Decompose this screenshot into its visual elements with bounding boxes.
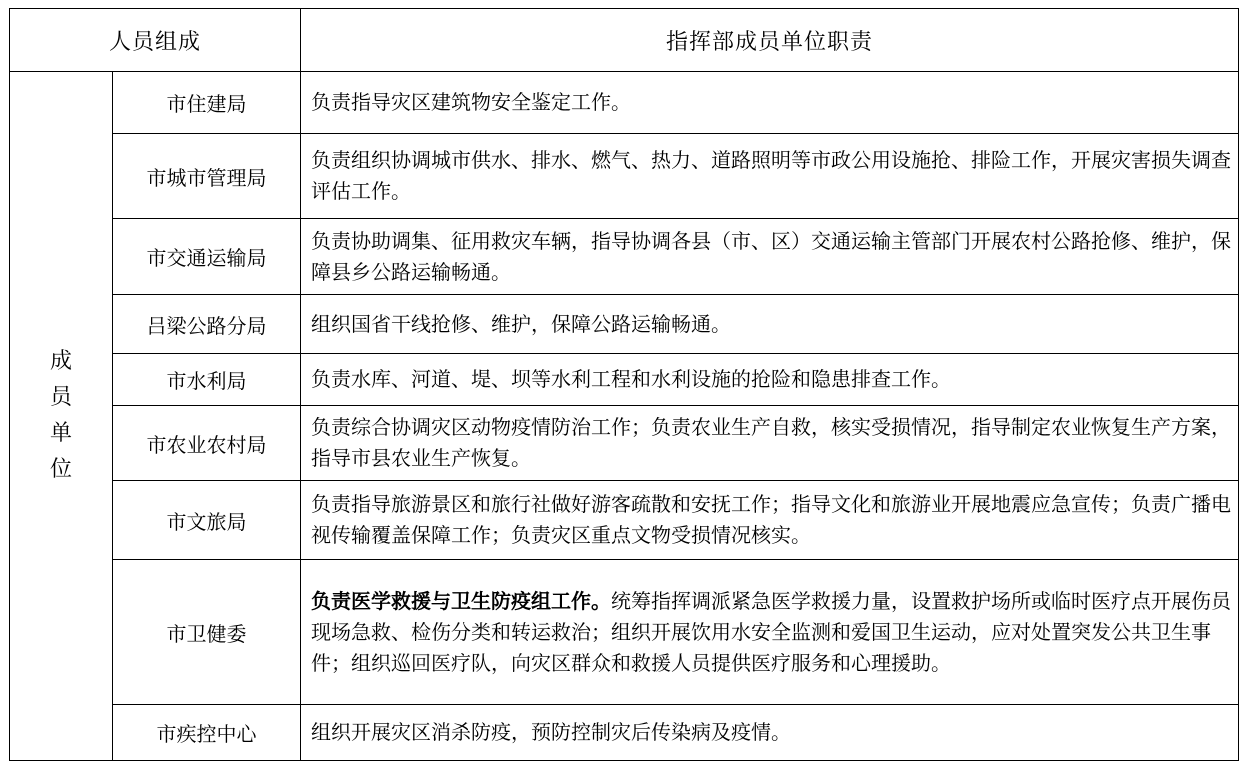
duty-text: 负责指导灾区建筑物安全鉴定工作。 [311, 90, 632, 114]
table-row [10, 134, 1239, 219]
unit-name: 市住建局 [113, 72, 301, 134]
duty-text: 组织开展灾区消杀防疫，预防控制灾后传染病及疫情。 [311, 720, 792, 744]
table-row [10, 560, 1239, 705]
duty-cell [301, 72, 1239, 134]
unit-name: 市疾控中心 [113, 705, 301, 761]
duty-cell [301, 481, 1239, 560]
group-label [10, 72, 113, 761]
group-char: 员 [49, 385, 72, 410]
group-char: 成 [49, 349, 72, 374]
duty-text: 统筹指挥调派紧急医学救援力量，设置救护场所或临时医疗点开展伤员现场急救、检伤分类和转运救治；组织开展饮用水安全监测和爱国卫生运动，应对处置突发公共卫生事件；组织巡回医疗队，向灾区群众和救援人员提供医疗服务和心理援助。 [311, 588, 1232, 675]
unit-name: 市水利局 [113, 354, 301, 406]
table-row [10, 219, 1239, 295]
group-char: 位 [49, 457, 72, 482]
table-row [10, 295, 1239, 354]
duty-cell [301, 560, 1239, 705]
table-row [10, 72, 1239, 134]
duty-cell [301, 295, 1239, 354]
table-row [10, 705, 1239, 761]
unit-name: 市卫健委 [113, 560, 301, 705]
duty-text: 负责组织协调城市供水、排水、燃气、热力、道路照明等市政公用设施抢、排险工作，开展灾害损失调查评估工作。 [311, 148, 1232, 203]
group-char: 单 [49, 421, 72, 446]
unit-name: 市文旅局 [113, 481, 301, 560]
header-duty: 指挥部成员单位职责 [301, 9, 1239, 72]
duty-text: 负责指导旅游景区和旅行社做好游客疏散和安抚工作；指导文化和旅游业开展地震应急宣传；负责广播电视传输覆盖保障工作；负责灾区重点文物受损情况核实。 [311, 492, 1232, 547]
header-personnel: 人员组成 [10, 9, 301, 72]
unit-name: 市城市管理局 [113, 134, 301, 219]
table-row [10, 481, 1239, 560]
duty-cell [301, 354, 1239, 406]
duty-text: 组织国省干线抢修、维护，保障公路运输畅通。 [311, 311, 732, 336]
table-row [10, 354, 1239, 406]
unit-name: 市交通运输局 [113, 219, 301, 295]
duty-cell [301, 406, 1239, 481]
duty-table [9, 8, 1239, 761]
duty-cell [301, 134, 1239, 219]
duty-text: 负责水库、河道、堤、坝等水利工程和水利设施的抢险和隐患排查工作。 [311, 367, 952, 391]
table-row [10, 406, 1239, 481]
unit-name: 市农业农村局 [113, 406, 301, 481]
header-row [10, 9, 1239, 72]
unit-name: 吕梁公路分局 [113, 295, 301, 354]
duty-bold: 负责医学救援与卫生防疫组工作。 [311, 588, 612, 613]
duty-cell [301, 219, 1239, 295]
duty-cell [301, 705, 1239, 761]
duty-text: 负责综合协调灾区动物疫情防治工作；负责农业生产自救，核实受损情况，指导制定农业恢复生产方案，指导市县农业生产恢复。 [311, 415, 1232, 470]
duty-text: 负责协助调集、征用救灾车辆，指导协调各县（市、区）交通运输主管部门开展农村公路抢修、维护，保障县乡公路运输畅通。 [311, 228, 1232, 284]
